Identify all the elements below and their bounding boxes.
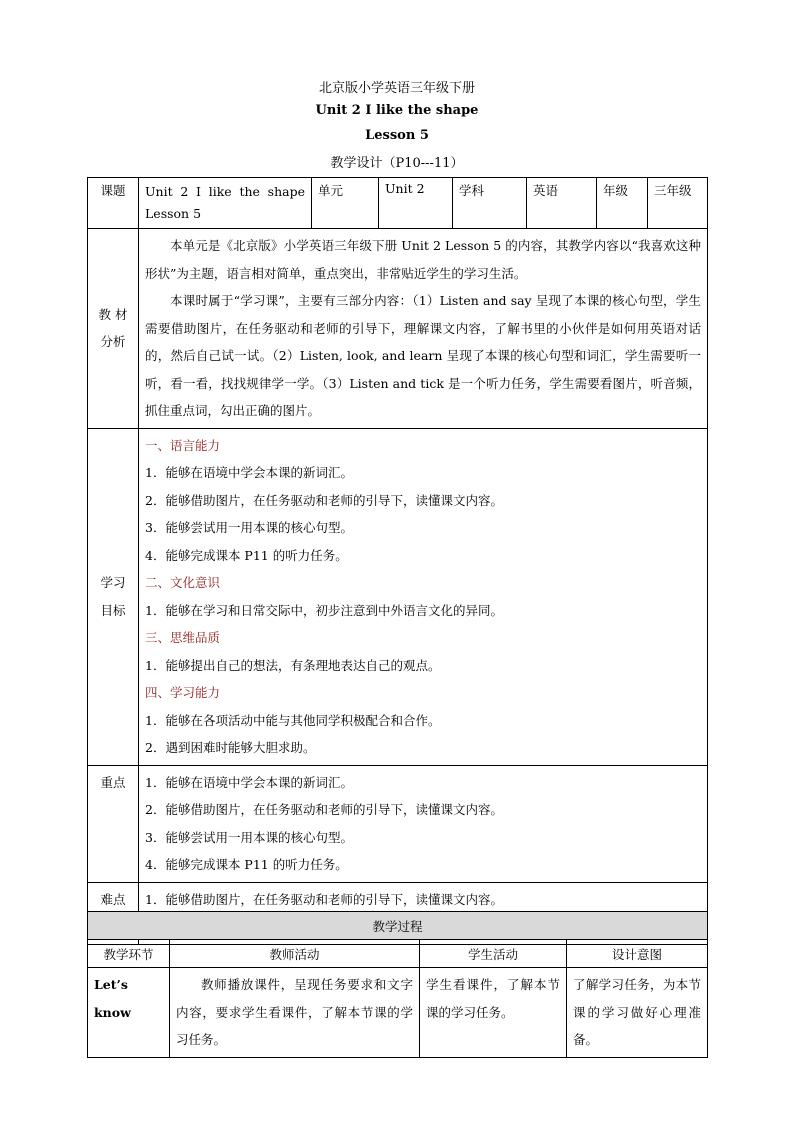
section-heading-culture: 二、文化意识 (145, 575, 221, 590)
material-para-2: 本课时属于“学习课”，主要有三部分内容：（1）Listen and say 呈现了本课的核心句型，学生需要借助图片，在任务驱动和老师的引导下，理解课文内容，了解书里的小伙伴是如何用英语对话的，然后自己试一试。（2）Listen, look, and learn 呈现了本课的核心句型和词汇，学生需要听一听，看一看，找找规律学一学。（3）Listen and tick 是一个听力任务，学生需要看图片，听音频，抓住重点词，勾出正确的图片。 (145, 293, 701, 418)
subject-label: 学科 (453, 178, 527, 229)
grade-label: 年级 (597, 178, 648, 229)
subject-value: 英语 (527, 178, 597, 229)
process-title: 教学过程 (88, 912, 708, 940)
column-header: 教师活动 (170, 940, 420, 968)
teaching-process-table (87, 911, 708, 1058)
key-points-row (88, 765, 708, 882)
material-label-b: 分析 (100, 334, 126, 350)
table-row (88, 968, 708, 1058)
key-points-label: 重点 (88, 765, 139, 882)
unit-label: 单元 (312, 178, 379, 229)
step-cell: Let’s know (88, 968, 170, 1058)
doc-title-line4: 教学设计（P10---11） (330, 156, 464, 171)
list-item: 2．能够借助图片，在任务驱动和老师的引导下，读懂课文内容。 (145, 492, 503, 508)
design-intent-cell: 了解学习任务，为本节课的学习做好心理准备。 (567, 968, 708, 1058)
section-heading-thinking: 三、思维品质 (145, 630, 221, 645)
list-item: 1．能够在语境中学会本课的新词汇。 (145, 774, 353, 790)
topic-value-line1: Unit 2 I like the shape (145, 184, 305, 199)
grade-value: 三年级 (648, 178, 708, 229)
material-row (88, 229, 708, 429)
topic-value-line2: Lesson 5 (145, 206, 202, 221)
objectives-label-a: 学习 (100, 575, 126, 590)
list-item: 3．能够尝试用一用本课的核心句型。 (145, 520, 353, 535)
process-title-row (88, 912, 708, 940)
list-item: 1．能够在语境中学会本课的新词汇。 (145, 465, 353, 480)
topic-label: 课题 (88, 178, 139, 229)
column-header: 学生活动 (420, 940, 567, 968)
key-points-content (139, 765, 708, 882)
topic-value (139, 178, 312, 229)
info-row (88, 178, 708, 229)
list-item: 1．能够在各项活动中能与其他同学积极配合和合作。 (145, 712, 441, 728)
list-item: 3．能够尝试用一用本课的核心句型。 (145, 829, 353, 845)
list-item: 2．能够借助图片，在任务驱动和老师的引导下，读懂课文内容。 (145, 802, 503, 817)
process-header-row (88, 940, 708, 968)
doc-title-line1: 北京版小学英语三年级下册 (318, 81, 475, 96)
list-item: 2．遇到困难时能够大胆求助。 (145, 740, 316, 755)
difficult-points-label: 难点 (88, 882, 139, 944)
objectives-content (139, 428, 708, 765)
column-header: 教学环节 (88, 940, 170, 968)
list-item: 1．能够在学习和日常交际中，初步注意到中外语言文化的异同。 (145, 602, 503, 618)
list-item: 4．能够完成课本 P11 的听力任务。 (145, 857, 348, 872)
doc-title-line3: Lesson 5 (365, 128, 429, 143)
material-content (139, 229, 708, 429)
doc-title-line2: Unit 2 I like the shape (315, 103, 479, 118)
material-label-a: 教 材 (98, 306, 128, 322)
section-heading-learning: 四、学习能力 (145, 685, 221, 700)
unit-value: Unit 2 (379, 178, 453, 229)
list-item: 1．能够借助图片，在任务驱动和老师的引导下，读懂课文内容。 (145, 891, 503, 907)
student-activity-cell: 学生看课件，了解本节课的学习任务。 (420, 968, 567, 1058)
objectives-label-b: 目标 (100, 602, 126, 618)
section-heading-language: 一、语言能力 (145, 437, 221, 453)
material-para-1: 本单元是《北京版》小学英语三年级下册 Unit 2 Lesson 5 的内容，其教学内容以“我喜欢这种形状”为主题，语言相对简单，重点突出，非常贴近学生的学习生活。 (145, 238, 701, 281)
teacher-activity-cell: 教师播放课件，呈现任务要求和文字内容，要求学生看课件，了解本节课的学习任务。 (170, 968, 420, 1058)
list-item: 1．能够提出自己的想法，有条理地表达自己的观点。 (145, 657, 441, 673)
objectives-row (88, 428, 708, 765)
column-header: 设计意图 (567, 940, 708, 968)
lesson-info-table (87, 177, 708, 945)
list-item: 4．能够完成课本 P11 的听力任务。 (145, 547, 348, 563)
